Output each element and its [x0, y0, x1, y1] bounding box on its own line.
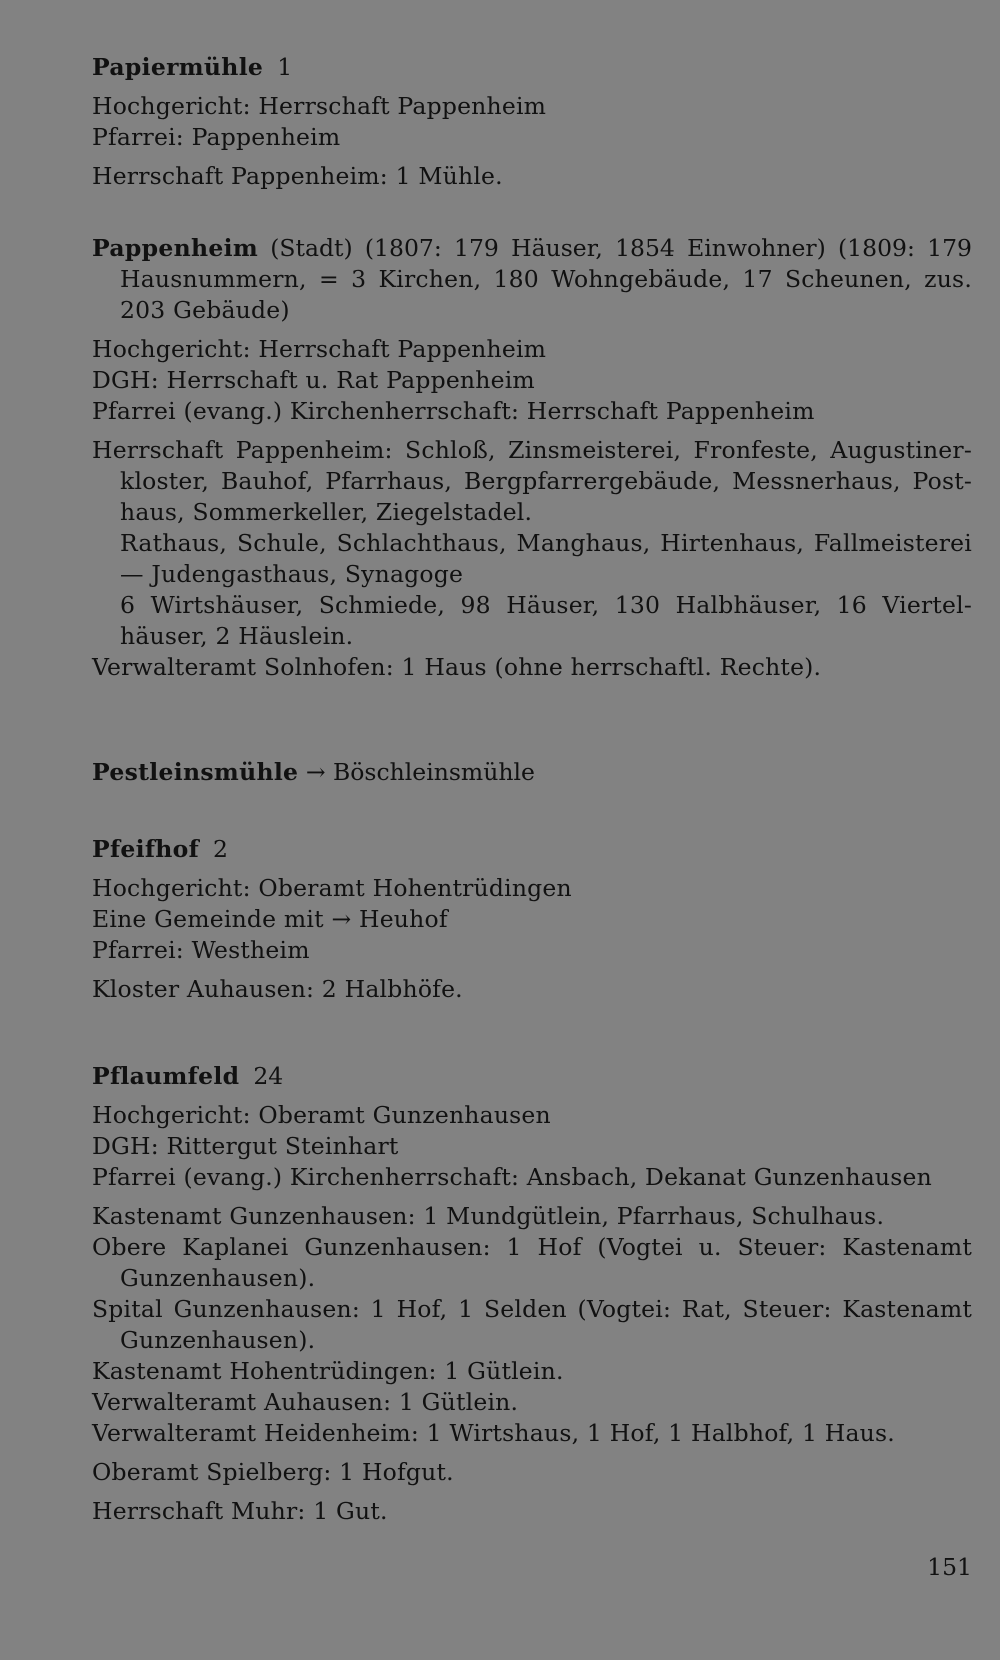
entry-pestleinsmuehle — [92, 757, 972, 788]
holding-line: kloster, Bauhof, Pfarrhaus, Bergpfarrergebäude, Messnerhaus, Post- — [120, 467, 972, 495]
entry-header-continuation: 203 Gebäude) — [120, 296, 290, 324]
entry-name: Papiermühle — [92, 53, 264, 81]
dgh-line: DGH: Herrschaft u. Rat Pappenheim — [92, 366, 535, 394]
entry-header-text: (Stadt) (1807: 179 Häuser, 1854 Einwohner) (1809: 179 — [270, 234, 972, 262]
holding-line: Kastenamt Gunzenhausen: 1 Mundgütlein, Pfarrhaus, Schulhaus. — [92, 1202, 885, 1230]
entry-name: Pappenheim — [92, 234, 258, 262]
holding-line: Verwalteramt Auhausen: 1 Gütlein. — [92, 1388, 519, 1416]
holding-line: 6 Wirtshäuser, Schmiede, 98 Häuser, 130 Halbhäuser, 16 Viertel- — [120, 591, 972, 619]
holding-line: Obere Kaplanei Gunzenhausen: 1 Hof (Vogtei u. Steuer: Kastenamt — [92, 1233, 972, 1261]
holding-line: Verwalteramt Solnhofen: 1 Haus (ohne herrschaftl. Rechte). — [92, 653, 822, 681]
entry-count: 24 — [253, 1062, 284, 1090]
entry-count: 1 — [277, 53, 293, 81]
entry-name: Pfeifhof — [92, 835, 200, 863]
gemeinde-line: Eine Gemeinde mit → Heuhof — [92, 905, 448, 933]
entry-header — [92, 834, 972, 865]
holding-line: Kloster Auhausen: 2 Halbhöfe. — [92, 975, 463, 1003]
entry-papiermuehle — [92, 52, 972, 192]
pfarrei-line: Pfarrei: Pappenheim — [92, 123, 341, 151]
holding-line: Rathaus, Schule, Schlachthaus, Manghaus, Hirtenhaus, Fallmeisterei — [120, 529, 972, 557]
pfarrei-line: Pfarrei (evang.) Kirchenherrschaft: Ansbach, Dekanat Gunzenhausen — [92, 1163, 932, 1191]
holding-line: Herrschaft Pappenheim: Schloß, Zinsmeisterei, Fronfeste, Augustiner- — [92, 436, 972, 464]
entry-pappenheim — [92, 233, 972, 683]
hochgericht-line: Hochgericht: Herrschaft Pappenheim — [92, 92, 547, 120]
entry-header — [92, 52, 972, 83]
arrow-icon: → — [305, 758, 326, 786]
entry-name: Pestleinsmühle — [92, 758, 299, 786]
cross-reference: Böschleinsmühle — [333, 758, 535, 786]
entry-pfeifhof — [92, 834, 972, 1005]
holding-line: Oberamt Spielberg: 1 Hofgut. — [92, 1458, 454, 1486]
entry-header-continuation: Hausnummern, = 3 Kirchen, 180 Wohngebäude, 17 Scheunen, zus. — [120, 265, 972, 293]
holding-line: häuser, 2 Häuslein. — [120, 622, 354, 650]
entry-count: 2 — [213, 835, 228, 863]
pfarrei-line: Pfarrei (evang.) Kirchenherrschaft: Herrschaft Pappenheim — [92, 397, 815, 425]
holding-line: Gunzenhausen). — [120, 1326, 316, 1354]
entry-pflaumfeld — [92, 1061, 972, 1527]
holding-line: haus, Sommerkeller, Ziegelstadel. — [120, 498, 533, 526]
holding-line: Verwalteramt Heidenheim: 1 Wirtshaus, 1 Hof, 1 Halbhof, 1 Haus. — [92, 1419, 895, 1447]
holding-line: Kastenamt Hohentrüdingen: 1 Gütlein. — [92, 1357, 564, 1385]
hochgericht-line: Hochgericht: Oberamt Gunzenhausen — [92, 1101, 551, 1129]
holding-line: — Judengasthaus, Synagoge — [120, 560, 464, 588]
entry-name: Pflaumfeld — [92, 1062, 240, 1090]
entry-header — [92, 757, 972, 788]
hochgericht-line: Hochgericht: Oberamt Hohentrüdingen — [92, 874, 572, 902]
holding-line: Herrschaft Muhr: 1 Gut. — [92, 1497, 388, 1525]
holding-line: Gunzenhausen). — [120, 1264, 316, 1292]
hochgericht-line: Hochgericht: Herrschaft Pappenheim — [92, 335, 547, 363]
pfarrei-line: Pfarrei: Westheim — [92, 936, 310, 964]
entry-header — [92, 233, 972, 264]
entry-header — [92, 1061, 972, 1092]
holding-line: Herrschaft Pappenheim: 1 Mühle. — [92, 162, 503, 190]
holding-line: Spital Gunzenhausen: 1 Hof, 1 Selden (Vogtei: Rat, Steuer: Kastenamt — [92, 1295, 972, 1323]
page-number: 151 — [927, 1553, 972, 1581]
dgh-line: DGH: Rittergut Steinhart — [92, 1132, 399, 1160]
